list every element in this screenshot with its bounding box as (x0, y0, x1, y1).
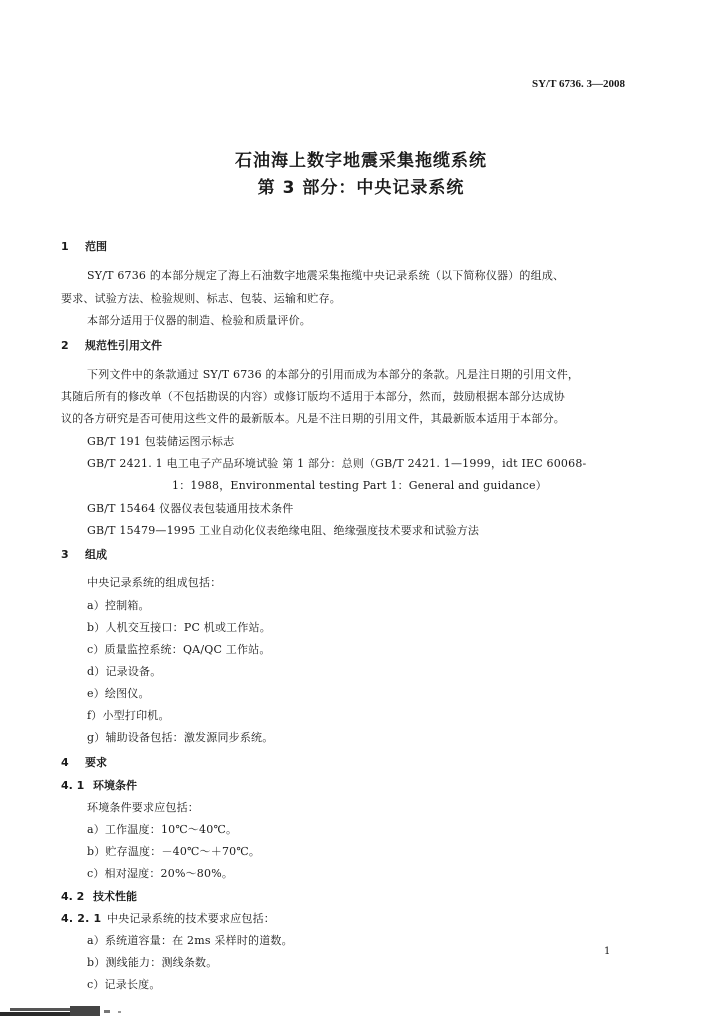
list-item: a）工作温度：10℃～40℃。 (87, 823, 238, 836)
clause-text: 中央记录系统的技术要求应包括： (107, 912, 275, 925)
paragraph-line: 要求、试验方法、检验规则、标志、包装、运输和贮存。 (61, 292, 341, 305)
clause-number: 4. 2. 1 (61, 912, 102, 925)
section-number: 1 (61, 240, 69, 253)
section-number: 4 (61, 756, 69, 769)
document-subtitle: 第 3 部分：中央记录系统 (257, 178, 465, 198)
page-number: 1 (604, 946, 611, 957)
paragraph-line: 中央记录系统的组成包括： (87, 576, 222, 589)
paragraph-line: 议的各方研究是否可使用这些文件的最新版本。凡是不注日期的引用文件，其最新版本适用于本部分。 (61, 412, 565, 425)
list-item: f）小型打印机。 (87, 709, 170, 722)
section-1-heading (61, 238, 107, 254)
section-2-heading (61, 337, 162, 353)
paragraph-line: 其随后所有的修改单（不包括勘误的内容）或修订版均不适用于本部分，然而，鼓励根据本部分达成协 (61, 390, 565, 403)
reference-item: GB/T 191 包装储运图示标志 (87, 435, 235, 448)
section-title: 规范性引用文件 (85, 339, 162, 352)
section-number: 3 (61, 548, 69, 561)
section-3-heading (61, 546, 107, 562)
subsection-number: 4. 1 (61, 779, 85, 792)
section-title: 要求 (85, 756, 107, 769)
paragraph-line: 本部分适用于仪器的制造、检验和质量评价。 (87, 314, 311, 327)
subsection-4-2-heading (61, 888, 137, 904)
reference-item: GB/T 15479—1995 工业自动化仪表绝缘电阻、绝缘强度技术要求和试验方法 (87, 524, 480, 537)
subsection-number: 4. 2 (61, 890, 85, 903)
section-title: 组成 (85, 548, 107, 561)
subsection-4-1-heading (61, 777, 137, 793)
list-item: a）系统道容量：在 2ms 采样时的道数。 (87, 934, 293, 947)
list-item: d）记录设备。 (87, 665, 162, 678)
paragraph-line: 下列文件中的条款通过 SY/T 6736 的本部分的引用而成为本部分的条款。凡是注日期的引用文件， (87, 368, 580, 381)
list-item: b）测线能力：测线条数。 (87, 956, 218, 969)
standard-number: SY/T 6736. 3—2008 (531, 78, 625, 90)
list-item: c）质量监控系统：QA/QC 工作站。 (87, 643, 271, 656)
reference-item: GB/T 15464 仪器仪表包装通用技术条件 (87, 502, 294, 515)
list-item: c）记录长度。 (87, 978, 161, 991)
list-item: g）辅助设备包括：激发源同步系统。 (87, 731, 274, 744)
reference-item: GB/T 2421. 1 电工电子产品环境试验 第 1 部分：总则（GB/T 2421. 1—1999，idt IEC 60068- (87, 457, 587, 470)
reference-item-continued: 1：1988，Environmental testing Part 1：General and guidance） (172, 479, 547, 492)
list-item: e）绘图仪。 (87, 687, 150, 700)
section-4-heading (61, 754, 107, 770)
paragraph-line: 环境条件要求应包括： (87, 801, 199, 814)
list-item: b）贮存温度：－40℃～＋70℃。 (87, 845, 261, 858)
section-title: 范围 (85, 240, 107, 253)
section-number: 2 (61, 339, 69, 352)
scan-edge-artifact (0, 998, 722, 1024)
subsection-title: 技术性能 (93, 890, 137, 903)
list-item: c）相对湿度：20%～80%。 (87, 867, 234, 880)
document-title: 石油海上数字地震采集拖缆系统 (235, 151, 487, 171)
subsection-title: 环境条件 (93, 779, 137, 792)
paragraph-line: SY/T 6736 的本部分规定了海上石油数字地震采集拖缆中央记录系统（以下简称仪器）的组成、 (87, 269, 565, 282)
list-item: a）控制箱。 (87, 599, 150, 612)
list-item: b）人机交互接口：PC 机或工作站。 (87, 621, 271, 634)
clause-4-2-1 (61, 910, 275, 926)
